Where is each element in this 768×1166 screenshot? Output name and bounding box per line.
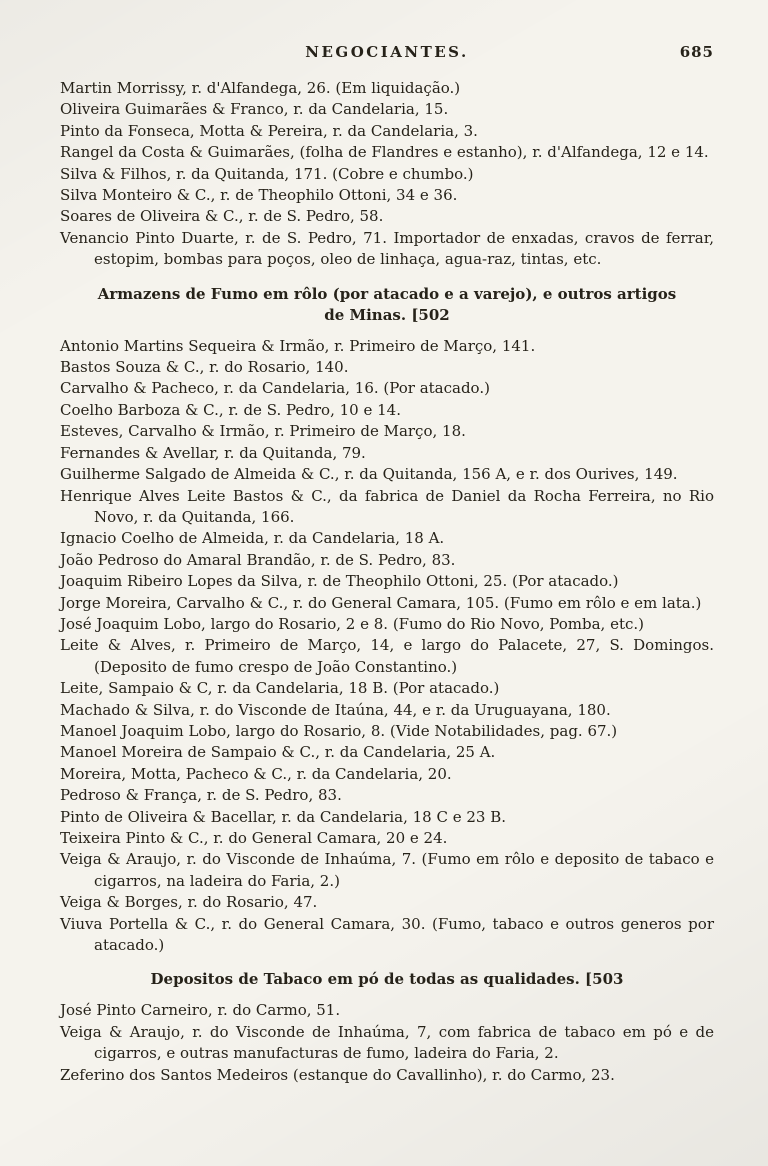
directory-entry: Pedroso & França, r. de S. Pedro, 83. (60, 786, 342, 805)
directory-entry: Veiga & Araujo, r. do Visconde de Inhaúma, 7. (Fumo em rôlo e deposito de tabaco e cigarros, na ladeira do Faria, 2.) (60, 850, 714, 890)
directory-entry: Pinto de Oliveira & Bacellar, r. da Candelaria, 18 C e 23 B. (60, 807, 507, 826)
directory-entry: Machado & Silva, r. do Visconde de Itaúna, 44, e r. da Uruguayana, 180. (60, 700, 611, 719)
page-number: 685 (679, 43, 714, 61)
directory-entry: Veiga & Araujo, r. do Visconde de Inhaúma, 7, com fabrica de tabaco em pó e de cigarros, e outras manufacturas de fumo, ladeira do Faria, 2. (60, 1022, 714, 1063)
directory-entry: José Joaquim Lobo, largo do Rosario, 2 e 8. (Fumo do Rio Novo, Pomba, etc.) (60, 614, 645, 633)
entry-list (60, 1000, 714, 1086)
directory-entry: Ignacio Coelho de Almeida, r. da Candelaria, 18 A. (60, 529, 445, 548)
page-header (60, 42, 714, 64)
directory-section (60, 284, 714, 957)
directory-entry: Manoel Moreira de Sampaio & C., r. da Candelaria, 25 A. (60, 743, 496, 762)
directory-entry: Leite & Alves, r. Primeiro de Março, 14, e largo do Palacete, 27, S. Domingos. (Deposito de fumo crespo de João Constantino.) (60, 636, 714, 676)
directory-entry: Silva Monteiro & C., r. de Theophilo Ottoni, 34 e 36. (60, 186, 458, 205)
directory-entry: Jorge Moreira, Carvalho & C., r. do General Camara, 105. (Fumo em rôlo e em lata.) (60, 593, 702, 612)
directory-entry: Oliveira Guimarães & Franco, r. da Candelaria, 15. (60, 100, 449, 119)
directory-entry: Fernandes & Avellar, r. da Quitanda, 79. (60, 443, 366, 462)
directory-section (60, 78, 714, 271)
directory-entry: Antonio Martins Sequeira & Irmão, r. Primeiro de Março, 141. (60, 336, 536, 355)
section-heading: Depositos de Tabaco em pó de todas as qualidades. [503 (150, 970, 624, 989)
directory-entry: Rangel da Costa & Guimarães, (folha de Flandres e estanho), r. d'Alfandega, 12 e 14. (60, 143, 709, 162)
directory-entry: Carvalho & Pacheco, r. da Candelaria, 16. (Por atacado.) (60, 379, 490, 398)
directory-entry: Leite, Sampaio & C, r. da Candelaria, 18 B. (Por atacado.) (60, 679, 500, 698)
directory-entry: Soares de Oliveira & C., r. de S. Pedro, 58. (60, 207, 384, 226)
section-heading: Armazens de Fumo em rôlo (por atacado e a varejo), e outros artigos de Minas. [502 (97, 284, 677, 324)
directory-entry: Guilherme Salgado de Almeida & C., r. da Quitanda, 156 A, e r. dos Ourives, 149. (60, 465, 678, 484)
directory-entry: Joaquim Ribeiro Lopes da Silva, r. de Theophilo Ottoni, 25. (Por atacado.) (60, 572, 619, 591)
directory-entry: João Pedroso do Amaral Brandão, r. de S. Pedro, 83. (60, 550, 456, 569)
directory-entry: Teixeira Pinto & C., r. do General Camara, 20 e 24. (60, 829, 448, 847)
directory-entry: Veiga & Borges, r. do Rosario, 47. (60, 893, 318, 912)
directory-entry: Esteves, Carvalho & Irmão, r. Primeiro de Março, 18. (60, 422, 466, 441)
directory-entry: Venancio Pinto Duarte, r. de S. Pedro, 71. Importador de enxadas, cravos de ferrar, estopim, bombas para poços, oleo de linhaça, agua-raz, tintas, etc. (60, 228, 714, 269)
directory-entry: Martin Morrissy, r. d'Alfandega, 26. (Em liquidação.) (60, 79, 461, 97)
directory-entry: José Pinto Carneiro, r. do Carmo, 51. (60, 1001, 341, 1020)
directory-entry: Henrique Alves Leite Bastos & C., da fabrica de Daniel da Rocha Ferreira, no Rio Novo, r. da Quitanda, 166. (60, 486, 714, 526)
directory-sections (60, 78, 714, 1086)
directory-entry: Coelho Barboza & C., r. de S. Pedro, 10 e 14. (60, 400, 401, 419)
directory-entry: Pinto da Fonseca, Motta & Pereira, r. da Candelaria, 3. (60, 121, 478, 140)
directory-entry: Manoel Joaquim Lobo, largo do Rosario, 8. (Vide Notabilidades, pag. 67.) (60, 721, 618, 740)
entry-list (60, 336, 714, 957)
directory-entry: Viuva Portella & C., r. do General Camara, 30. (Fumo, tabaco e outros generos por atacado.) (60, 914, 714, 955)
entry-list (60, 78, 714, 271)
running-title: NEGOCIANTES. (305, 43, 469, 61)
directory-section (60, 969, 714, 1086)
directory-entry: Zeferino dos Santos Medeiros (estanque do Cavallinho), r. do Carmo, 23. (60, 1065, 615, 1084)
directory-entry: Silva & Filhos, r. da Quitanda, 171. (Cobre e chumbo.) (60, 164, 474, 183)
directory-entry: Moreira, Motta, Pacheco & C., r. da Candelaria, 20. (60, 764, 452, 783)
directory-entry: Bastos Souza & C., r. do Rosario, 140. (60, 358, 349, 377)
